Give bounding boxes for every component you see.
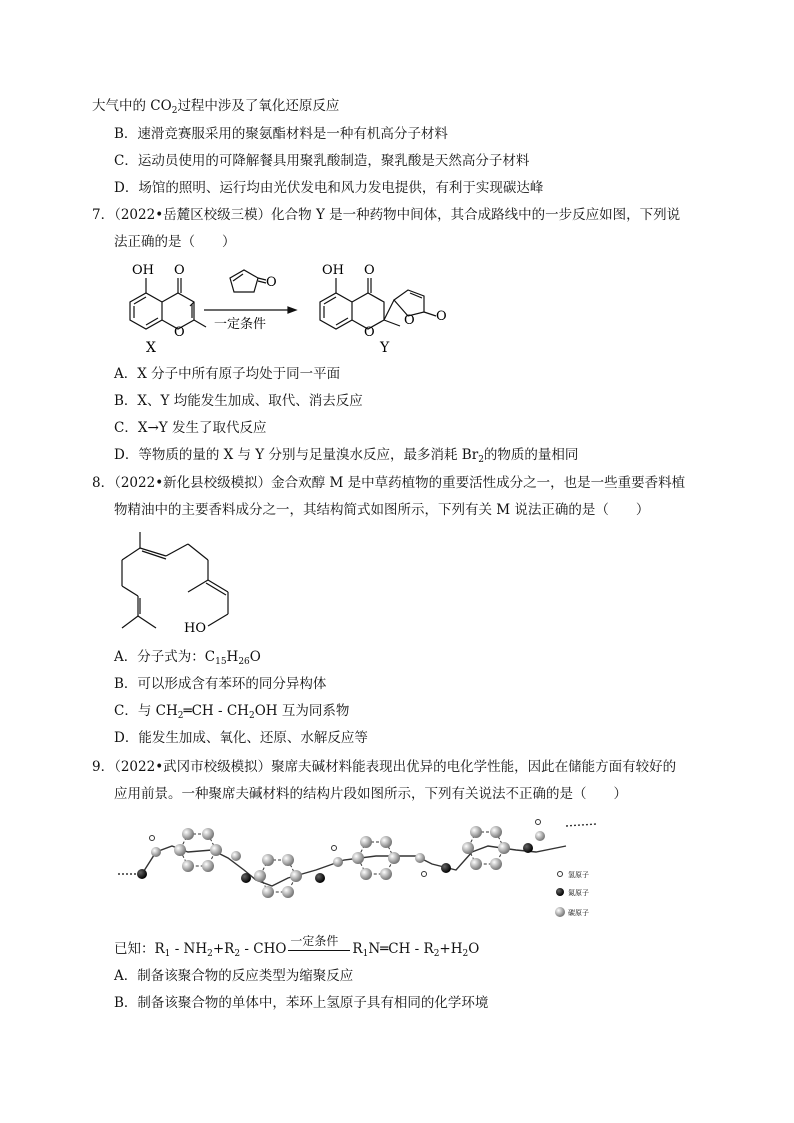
y-furan-carbonyl-o-label: O: [436, 309, 447, 324]
text-fragment: +H: [439, 941, 463, 957]
option-c-prev: C．运动员使用的可降解餐具用聚乳酸制造，聚乳酸是天然高分子材料: [114, 153, 530, 169]
carbon-atom: [151, 847, 161, 857]
text-line-co2: [92, 97, 339, 115]
q9-stem-line2: 应用前景。一种聚席夫碱材料的结构片段如图所示，下列有关说法不正确的是（ ）: [114, 786, 627, 802]
text-fragment: +R: [212, 941, 235, 957]
nitrogen-atom: [523, 843, 533, 853]
reaction-arrow-with-condition: [286, 934, 352, 958]
subscript: 15: [215, 657, 227, 667]
x-ring-o-label: O: [174, 325, 185, 340]
q8-stem-line1: 8．（2022•新化县校级模拟）金合欢醇 M 是中草药植物的重要活性成分之一，也是一些重要香料植: [92, 475, 686, 491]
q7-option-a: A．X 分子中所有原子均处于同一平面: [114, 366, 341, 382]
nitrogen-atom: [441, 863, 451, 873]
x-oh-label: OH: [132, 263, 154, 278]
q7-option-b: B．X、Y 均能发生加成、取代、消去反应: [114, 393, 363, 409]
text-fragment: H: [226, 649, 239, 665]
benzene-ring-4: [462, 826, 510, 870]
text-fragment: 大气中的 CO: [92, 98, 172, 114]
carbon-atom: [415, 853, 425, 863]
option-b-prev: B．速滑竞赛服采用的聚氨酯材料是一种有机高分子材料: [114, 126, 448, 142]
q8-option-c: [114, 702, 349, 720]
legend-carbon-label: 碳原子: [568, 909, 589, 917]
carbon-atom: [333, 857, 343, 867]
q7-option-d: [114, 446, 578, 464]
q9-option-b: B．制备该聚合物的单体中，苯环上氢原子具有相同的化学环境: [114, 995, 489, 1011]
y-carbonyl-o-label: O: [364, 263, 375, 278]
text-fragment: - CHO: [240, 941, 287, 957]
text-fragment: O: [468, 941, 480, 957]
x-compound-label: X: [146, 340, 156, 356]
subscript: 2: [177, 711, 184, 721]
y-compound-label: Y: [380, 340, 390, 356]
q8-option-a: [114, 648, 261, 666]
y-oh-label: OH: [322, 263, 344, 278]
ho-label: HO: [184, 621, 206, 636]
text-fragment: R: [352, 941, 363, 957]
reagent-o-label: O: [266, 275, 277, 290]
subscript: 1: [164, 949, 171, 959]
text-fragment: OH 互为同系物: [254, 703, 350, 719]
subscript: 2: [462, 949, 469, 959]
text-fragment: 已知：R: [114, 941, 165, 957]
subscript: 2: [248, 711, 255, 721]
subscript: 26: [238, 657, 250, 667]
benzene-ring-2: [254, 854, 302, 898]
subscript: 1: [362, 949, 369, 959]
hydrogen-atom: [150, 836, 155, 841]
x-carbonyl-o-label: O: [174, 263, 185, 278]
subscript: 2: [234, 949, 241, 959]
nitrogen-atom: [137, 869, 147, 879]
q8-stem-line2: 物精油中的主要香料成分之一，其结构简式如图所示，下列有关 M 说法正确的是（ ）: [114, 502, 650, 518]
reaction-condition-label: 一定条件: [214, 317, 267, 332]
subscript: 2: [171, 106, 178, 116]
option-d-prev: D．场馆的照明、运行均由光伏发电和风力发电提供，有利于实现碳达峰: [114, 180, 544, 196]
hydrogen-atom: [422, 872, 427, 877]
benzene-ring-3: [352, 836, 400, 880]
q8-option-d: D．能发生加成、氧化、还原、水解反应等: [114, 730, 368, 746]
subscript: 2: [207, 949, 213, 959]
text-fragment: O: [249, 649, 261, 665]
legend-hydrogen-marker: [558, 872, 563, 877]
arrow-line: [288, 950, 350, 951]
q7-stem-line1: 7．（2022•岳麓区校级三模）化合物 Y 是一种药物中间体，其合成路线中的一步反应如图，下列说: [92, 207, 681, 223]
hydrogen-atom: [536, 820, 541, 825]
q7-reaction-figure: [110, 256, 470, 358]
text-fragment: D．等物质的量的 X 与 Y 分别与足量溴水反应，最多消耗 Br: [114, 447, 479, 463]
hydrogen-atom: [332, 846, 337, 851]
q8-farnesol-structure: [110, 530, 250, 638]
q9-stem-line1: 9．（2022•武冈市校级模拟）聚席夫碱材料能表现出优异的电化学性能，因此在储能方面有较好的: [92, 759, 677, 775]
q9-option-a: A．制备该聚合物的反应类型为缩聚反应: [114, 968, 354, 984]
y-ring-o-label: O: [364, 325, 375, 340]
legend-hydrogen-label: 氢原子: [568, 871, 589, 879]
text-fragment: N═CH - R: [368, 941, 434, 957]
text-fragment: A．分子式为：C: [114, 649, 216, 665]
text-fragment: 的物质的量相同: [483, 447, 579, 463]
q9-polymer-model: [116, 812, 616, 924]
q8-option-b: B．可以形成含有苯环的同分异构体: [114, 676, 327, 692]
q7-stem-line2: 法正确的是（ ）: [114, 234, 236, 250]
carbon-atom: [535, 831, 545, 841]
subscript: 2: [433, 949, 440, 959]
text-fragment: C．与 CH: [114, 703, 178, 719]
legend-nitrogen-label: 氮原子: [568, 889, 589, 897]
nitrogen-atom: [241, 873, 251, 883]
q9-known-equation: [114, 934, 480, 959]
benzene-ring-1: [174, 828, 222, 872]
condition-label: 一定条件: [290, 934, 339, 948]
q7-option-c: C．X→Y 发生了取代反应: [114, 420, 267, 436]
subscript: 2: [478, 455, 484, 465]
text-fragment: - NH: [170, 941, 208, 957]
legend-carbon-marker: [555, 907, 565, 917]
atom-legend: [555, 870, 589, 917]
y-furan-o-label: O: [404, 313, 415, 328]
legend-nitrogen-marker: [556, 888, 564, 896]
nitrogen-atom: [315, 873, 325, 883]
text-fragment: ═CH - CH: [183, 703, 249, 719]
carbon-atom: [231, 851, 241, 861]
text-fragment: 过程中涉及了氧化还原反应: [177, 98, 340, 114]
